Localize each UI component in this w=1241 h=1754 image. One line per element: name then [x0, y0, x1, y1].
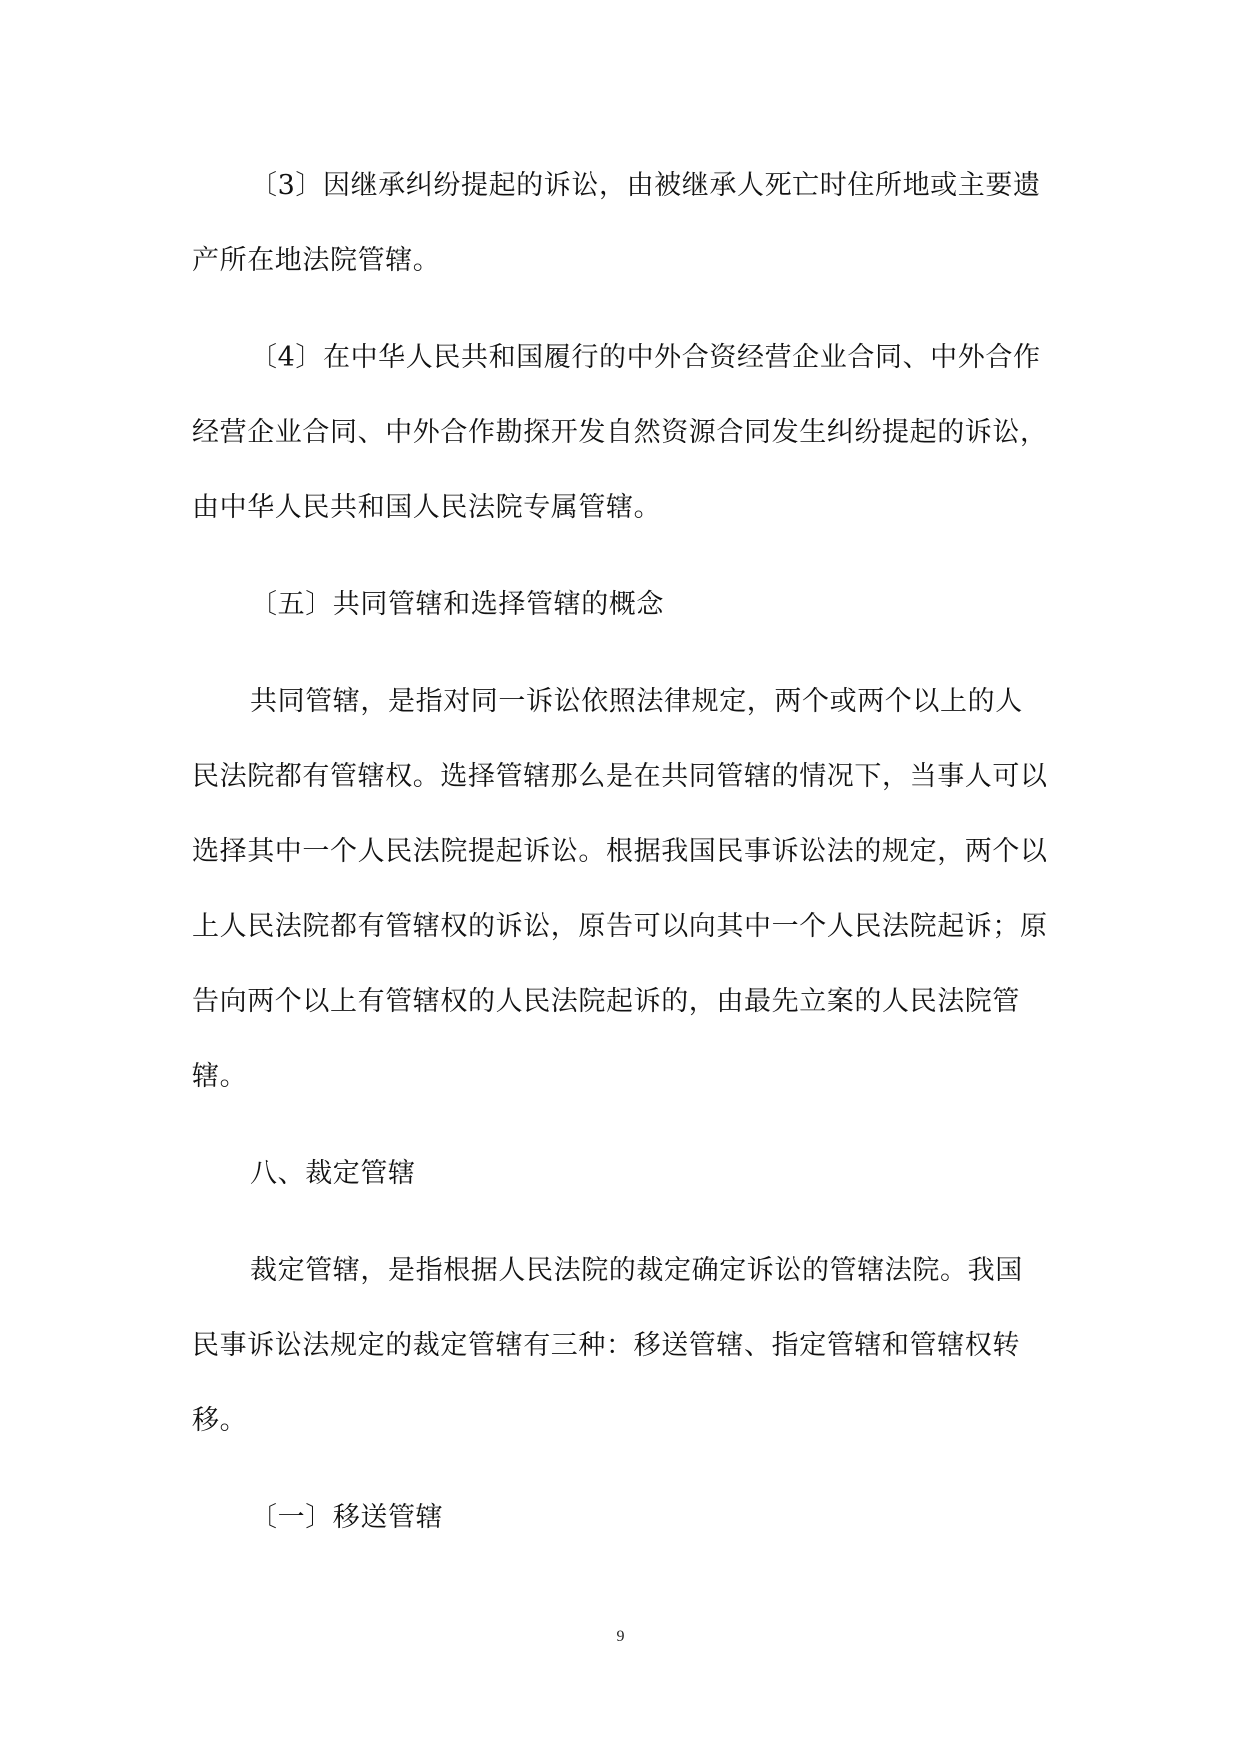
- page-number: 9: [616, 1628, 625, 1645]
- section-heading-common-selective-jurisdiction: 〔五〕共同管辖和选择管辖的概念: [250, 589, 664, 620]
- paragraph-inheritance-jurisdiction: 〔3〕因继承纠纷提起的诉讼，由被继承人死亡时住所地或主要遗产所在地法院管辖。: [192, 170, 1041, 276]
- paragraph-ruling-jurisdiction: 裁定管辖，是指根据人民法院的裁定确定诉讼的管辖法院。我国民事诉讼法规定的裁定管辖有三种：移送管辖、指定管辖和管辖权转移。: [192, 1255, 1023, 1436]
- paragraph-foreign-contract-jurisdiction: 〔4〕在中华人民共和国履行的中外合资经营企业合同、中外合作经营企业合同、中外合作勘探开发自然资源合同发生纠纷提起的诉讼，由中华人民共和国人民法院专属管辖。: [192, 342, 1048, 523]
- paragraph-common-jurisdiction: 共同管辖，是指对同一诉讼依照法律规定，两个或两个以上的人民法院都有管辖权。选择管辖那么是在共同管辖的情况下，当事人可以选择其中一个人民法院提起诉讼。根据我国民事诉讼法的规定，两个以上人民法院都有管辖权的诉讼，原告可以向其中一个人民法院起诉；原告向两个以上有管辖权的人民法院起诉的，由最先立案的人民法院管辖。: [192, 686, 1048, 1092]
- section-heading-ruling-jurisdiction: 八、裁定管辖: [250, 1158, 416, 1189]
- section-heading-transfer-jurisdiction: 〔一〕移送管辖: [250, 1502, 444, 1533]
- document-body: [192, 148, 1050, 1577]
